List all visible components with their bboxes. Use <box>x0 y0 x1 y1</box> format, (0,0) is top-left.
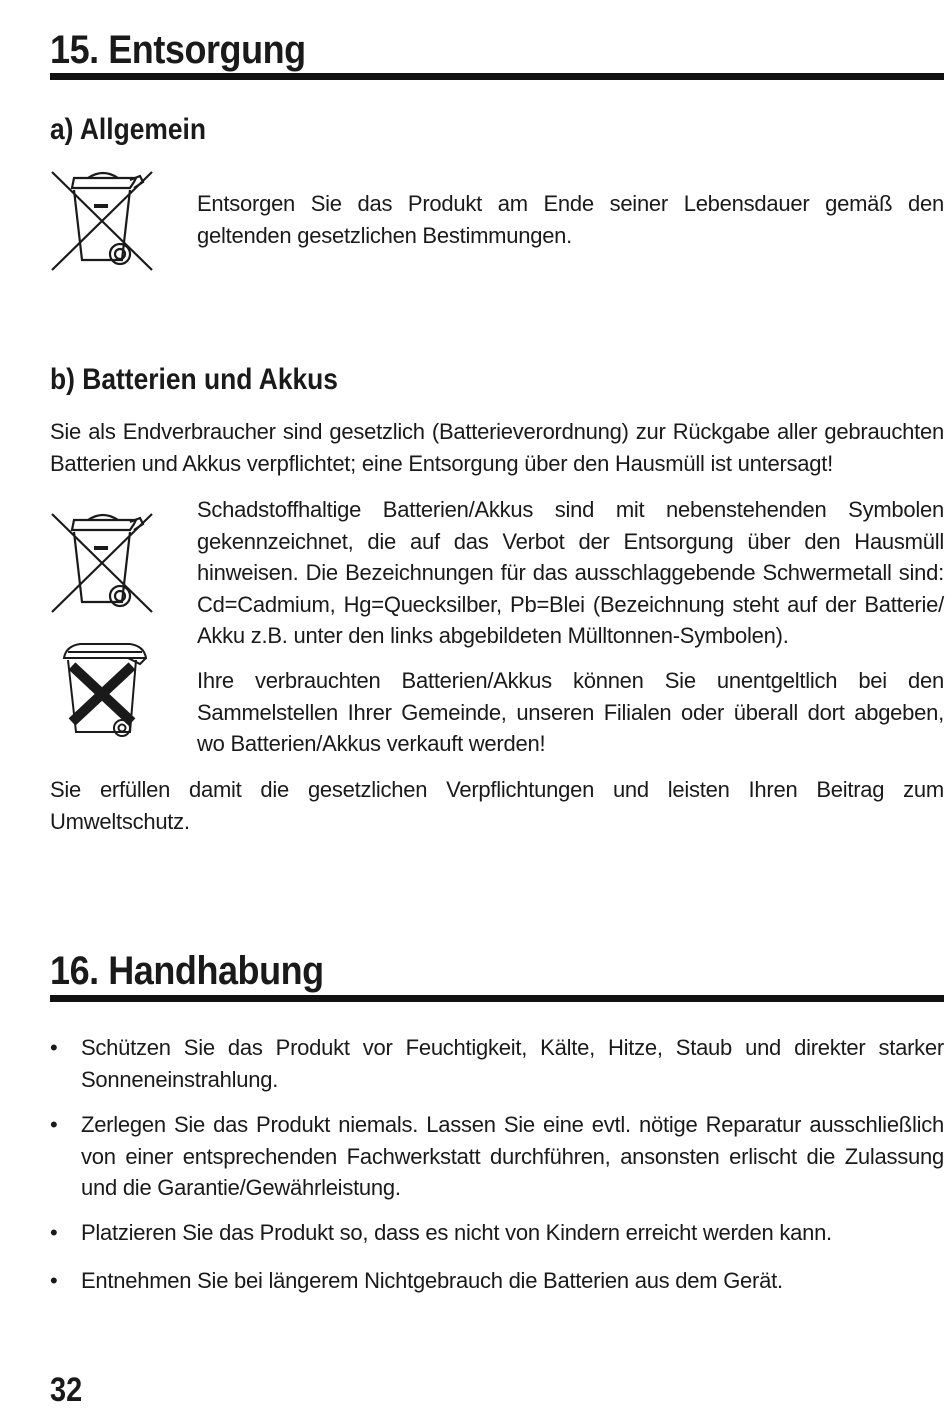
bullet-item: Platzieren Sie das Produkt so, dass es nicht von Kindern erreicht werden kann. <box>81 1220 832 1245</box>
bullet-marker: • <box>50 1268 58 1293</box>
subsection-b-intro: Sie als Endverbraucher sind gesetzlich (Batterieverordnung) zur Rückgabe aller gebrauchten Batterien und Akkus verpflichtet; eine Entsorgung über den Hausmüll ist untersagt! <box>50 419 944 476</box>
subsection-b-title: b) Batterien und Akkus <box>50 363 338 396</box>
subsection-a-title: a) Allgemein <box>50 113 206 146</box>
subsection-a-text: Entsorgen Sie das Produkt am Ende seiner Lebensdauer gemäß den geltenden gesetzlichen Bestimmungen. <box>197 191 944 248</box>
crossed-battery-bin-icon <box>60 640 150 740</box>
bullet-item: Zerlegen Sie das Produkt niemals. Lassen Sie eine evtl. nötige Reparatur ausschließlich von einer entsprechenden Fachwerkstatt durchführen, ansonsten erlischt die Zulassung und die Garantie/Gewährleistung. <box>81 1112 944 1200</box>
section-16-rule <box>50 995 944 1002</box>
section-15-title: 15. Entsorgung <box>50 28 306 72</box>
bullet-item: Schützen Sie das Produkt vor Feuchtigkeit, Kälte, Hitze, Staub und direkter starker Sonneneinstrahlung. <box>81 1035 944 1092</box>
bullet-item: Entnehmen Sie bei längerem Nichtgebrauch die Batterien aus dem Gerät. <box>81 1268 783 1293</box>
symbols-text: Schadstoffhaltige Batterien/Akkus sind mit nebenstehenden Symbolen gekennzeichnet, die auf das Verbot der Entsorgung über den Hausmüll hinweisen. Die Bezeichnungen für das ausschlaggebende Schwermetall sind: Cd=Cadmium, Hg=Quecksilber, Pb=Blei (Bezeichnung steht auf der Batterie/ Akku z.B. unter den links abgebildeten Mülltonnen-Symbolen). <box>197 497 944 648</box>
section-15-rule <box>50 73 944 80</box>
crossed-wheelie-bin-icon <box>48 166 156 274</box>
section-16-title: 16. Handhabung <box>50 949 324 993</box>
bullet-marker: • <box>50 1220 58 1245</box>
crossed-wheelie-bin-icon <box>48 508 156 616</box>
collection-text: Ihre verbrauchten Batterien/Akkus können Sie unentgeltlich bei den Sammelstellen Ihrer Gemeinde, unseren Filialen oder überall dort abgeben, wo Batterien/Akkus verkauft werden! <box>197 668 944 756</box>
bullet-marker: • <box>50 1112 58 1137</box>
bullet-marker: • <box>50 1035 58 1060</box>
page-number: 32 <box>50 1371 83 1409</box>
closing-text: Sie erfüllen damit die gesetzlichen Verpflichtungen und leisten Ihren Beitrag zum Umweltschutz. <box>50 777 944 834</box>
